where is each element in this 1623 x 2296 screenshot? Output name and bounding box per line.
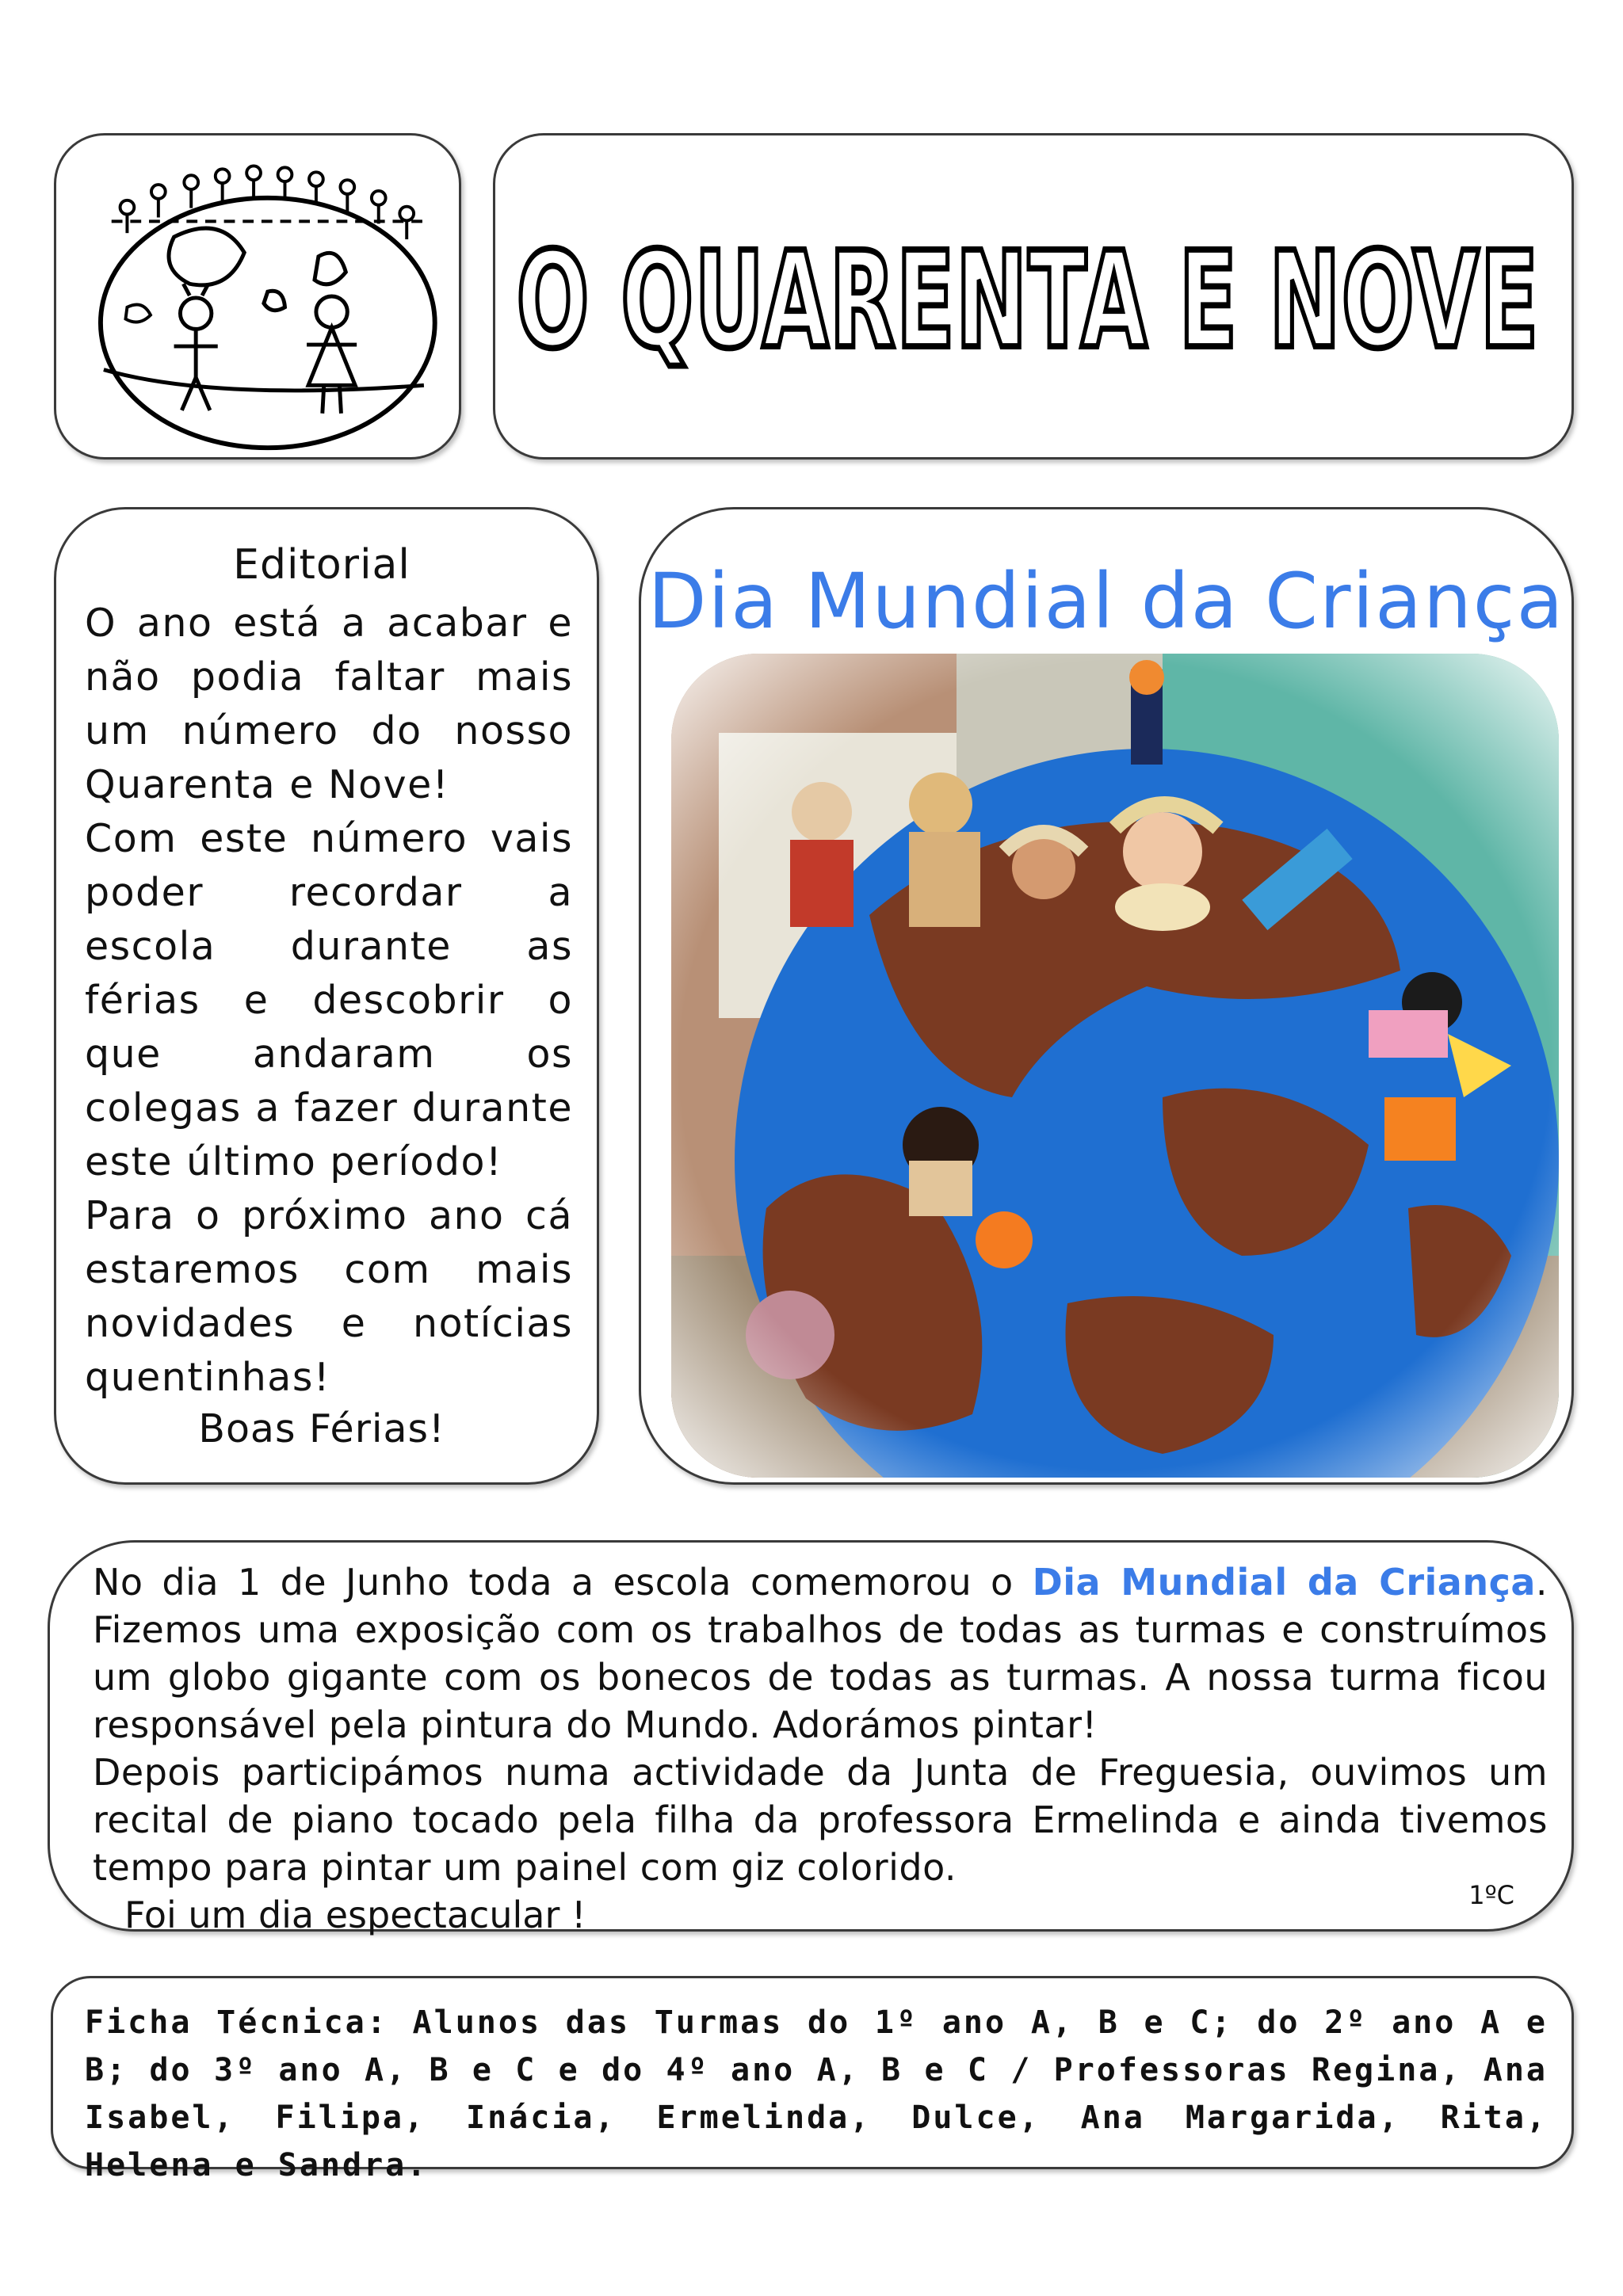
credits-label: Ficha Técnica: <box>85 2004 388 2041</box>
masthead-title-art <box>495 135 1571 457</box>
feature-box <box>639 507 1574 1485</box>
editorial-heading: Editorial <box>233 541 411 589</box>
report-intro-end: . <box>1535 1561 1548 1604</box>
report-paragraph-1 <box>93 1558 1548 1749</box>
report-highlight: Dia Mundial da Criança <box>1032 1561 1536 1604</box>
report-paragraph-1-rest: Fizemos uma exposição com os trabalhos de todas as turmas e construímos um globo gigante com os bonecos de todas as turmas. A nossa turma ficou responsável pela pintura do Mundo. Adorámos pintar! <box>93 1608 1548 1746</box>
globe-photo <box>671 654 1559 1478</box>
report-closing: Foi um dia espectacular ! <box>124 1894 586 1936</box>
editorial-box <box>54 507 599 1485</box>
editorial-paragraph: O ano está a acabar e não podia faltar mais um número do nosso Quarenta e Nove! <box>85 601 573 807</box>
credits-box <box>51 1976 1574 2183</box>
report-paragraph-2: Depois participámos numa actividade da Junta de Freguesia, ouvimos um recital de piano tocado pela filha da professora Ermelinda e ainda tivemos tempo para pintar um painel com giz colorido. <box>93 1751 1548 1889</box>
credits-text <box>85 1999 1548 2189</box>
editorial-paragraph: Com este número vais poder recordar a escola durante as férias e descobrir o que andaram os colegas a fazer durante este último período! <box>85 816 573 1184</box>
report-signature: 1ºC <box>1468 1880 1514 1910</box>
credits-body: Alunos das Turmas do 1º ano A, B e C; do 2º ano A e B; do 3º ano A, B e C e do 4º ano A, B e C / Professoras Regina, Ana Isabel, Filipa, Inácia, Ermelinda, Dulce, Ana Margarida, Rita, Helena e Sandra. <box>85 2004 1548 2183</box>
masthead-title: O QUARENTA E NOVE <box>516 223 1540 379</box>
editorial-paragraph: Para o próximo ano cá estaremos com mais novidades e notícias quentinhas! <box>85 1193 573 1400</box>
report-intro: No dia 1 de Junho toda a escola comemorou o <box>93 1561 1033 1604</box>
editorial-sign-off: Boas Férias! <box>198 1406 445 1451</box>
report-box <box>48 1540 1574 1936</box>
masthead-box <box>493 133 1574 460</box>
feature-title: Dia Mundial da Criança <box>647 557 1565 646</box>
logo-box <box>54 133 461 460</box>
school-logo-drawing <box>56 135 459 457</box>
